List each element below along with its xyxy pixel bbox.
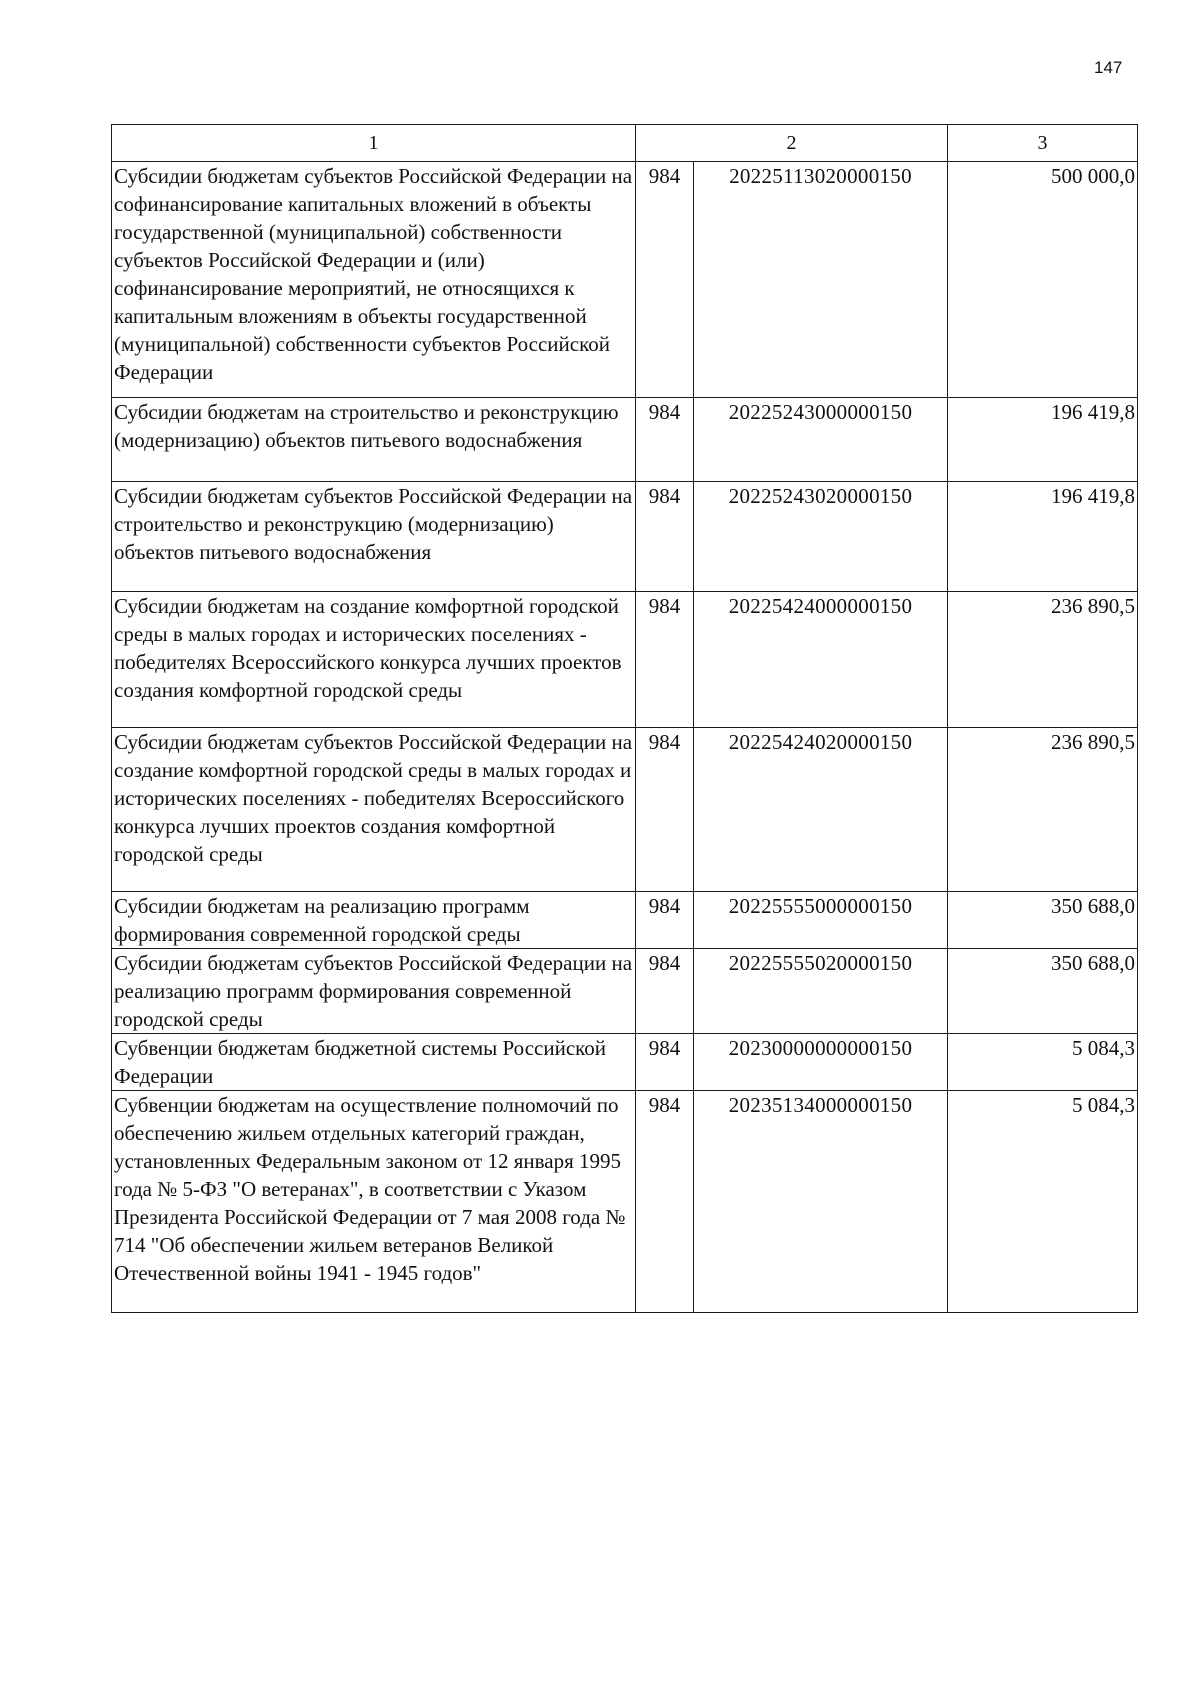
row-budget-code: 20225424000000150: [694, 592, 948, 728]
row-sum: 236 890,5: [948, 592, 1138, 728]
table-row: [112, 1034, 1138, 1091]
row-name: Субсидии бюджетам субъектов Российской Федерации на реализацию программ формирования современной городской среды: [112, 949, 636, 1034]
row-name: Субсидии бюджетам на строительство и реконструкцию (модернизацию) объектов питьевого водоснабжения: [112, 398, 636, 482]
table-row: [112, 482, 1138, 592]
row-name: Субсидии бюджетам субъектов Российской Федерации на софинансирование капитальных вложений в объекты государственной (муниципальной) собственности субъектов Российской Федерации и (или) софинансирование мероприятий, не относящихся к капитальным вложениям в объекты государственной (муниципальной) собственности субъектов Российской Федерации: [112, 162, 636, 398]
row-budget-code: 20225243020000150: [694, 482, 948, 592]
row-admin-code: 984: [636, 398, 694, 482]
row-admin-code: 984: [636, 482, 694, 592]
row-budget-code: 20225555000000150: [694, 892, 948, 949]
row-sum: 236 890,5: [948, 728, 1138, 892]
table-row: [112, 728, 1138, 892]
table-row: [112, 398, 1138, 482]
row-sum: 196 419,8: [948, 398, 1138, 482]
table-row: [112, 1091, 1138, 1313]
column-header-1: 1: [112, 125, 636, 162]
row-budget-code: 20225555020000150: [694, 949, 948, 1034]
budget-table-container: [111, 124, 1137, 1313]
row-sum: 5 084,3: [948, 1091, 1138, 1313]
page-number: 147: [1094, 58, 1123, 77]
row-sum: 196 419,8: [948, 482, 1138, 592]
row-name: Субсидии бюджетам субъектов Российской Федерации на строительство и реконструкцию (модернизацию) объектов питьевого водоснабжения: [112, 482, 636, 592]
row-budget-code: 20225243000000150: [694, 398, 948, 482]
table-row: [112, 892, 1138, 949]
table-row: [112, 592, 1138, 728]
row-budget-code: 20225113020000150: [694, 162, 948, 398]
row-admin-code: 984: [636, 892, 694, 949]
row-name: Субсидии бюджетам субъектов Российской Федерации на создание комфортной городской среды в малых городах и исторических поселениях - победителях Всероссийского конкурса лучших проектов создания комфортной городской среды: [112, 728, 636, 892]
row-name: Субвенции бюджетам бюджетной системы Российской Федерации: [112, 1034, 636, 1091]
column-header-2: 2: [636, 125, 948, 162]
row-budget-code: 20235134000000150: [694, 1091, 948, 1313]
row-sum: 350 688,0: [948, 949, 1138, 1034]
row-sum: 350 688,0: [948, 892, 1138, 949]
row-name: Субвенции бюджетам на осуществление полномочий по обеспечению жильем отдельных категорий граждан, установленных Федеральным законом от 12 января 1995 года № 5-ФЗ "О ветеранах", в соответствии с Указом Президента Российской Федерации от 7 мая 2008 года № 714 "Об обеспечении жильем ветеранов Великой Отечественной войны 1941 - 1945 годов": [112, 1091, 636, 1313]
row-admin-code: 984: [636, 162, 694, 398]
row-name: Субсидии бюджетам на реализацию программ формирования современной городской среды: [112, 892, 636, 949]
row-sum: 5 084,3: [948, 1034, 1138, 1091]
row-admin-code: 984: [636, 592, 694, 728]
row-admin-code: 984: [636, 1034, 694, 1091]
budget-table: [111, 124, 1138, 1313]
table-header-row: [112, 125, 1138, 162]
row-name: Субсидии бюджетам на создание комфортной городской среды в малых городах и исторических поселениях - победителях Всероссийского конкурса лучших проектов создания комфортной городской среды: [112, 592, 636, 728]
column-header-3: 3: [948, 125, 1138, 162]
row-sum: 500 000,0: [948, 162, 1138, 398]
row-admin-code: 984: [636, 728, 694, 892]
table-row: [112, 949, 1138, 1034]
table-row: [112, 162, 1138, 398]
row-budget-code: 20225424020000150: [694, 728, 948, 892]
row-admin-code: 984: [636, 1091, 694, 1313]
row-budget-code: 20230000000000150: [694, 1034, 948, 1091]
row-admin-code: 984: [636, 949, 694, 1034]
